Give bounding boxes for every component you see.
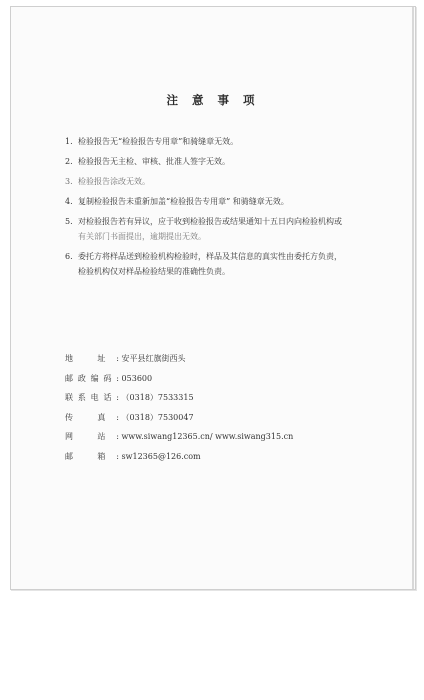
page-title: 注 意 事 项: [166, 93, 260, 107]
website-value: www.siwang12365.cn/ www.siwang315.cn: [121, 432, 294, 441]
notice-text: 复制检验报告未重新加盖“检验报告专用章” 和骑缝章无效。: [78, 197, 289, 206]
website-label: 网 站:: [65, 432, 119, 441]
document-page: [10, 6, 416, 590]
notice-text: 有关部门书面提出，逾期提出无效。: [78, 232, 206, 241]
email-label: 邮 箱:: [65, 451, 119, 461]
notice-item-1: [65, 134, 395, 149]
address-label: 地 址:: [65, 354, 119, 363]
notice-text: 检验机构仅对样品检验结果的准确性负责。: [78, 267, 230, 276]
phone-value: （0318）7533315: [121, 393, 194, 402]
fax-label: 传 真:: [65, 412, 119, 422]
website-row: [65, 429, 293, 444]
postcode-value: 053600: [121, 373, 153, 383]
postcode-label: 邮政编码:: [65, 373, 119, 383]
notice-list: [65, 134, 395, 284]
notice-item-4: [65, 194, 395, 209]
notice-item-2: [65, 154, 395, 169]
notice-text: 对检验报告若有异议，应于收到检验报告或结果通知十五日内向检验机构或: [78, 217, 342, 226]
notice-number: 1.: [65, 137, 73, 146]
notice-text: 检验报告无“检验报告专用章”和骑缝章无效。: [78, 137, 239, 146]
notice-number: 3.: [65, 177, 73, 186]
phone-label: 联系电话:: [65, 393, 119, 402]
notice-number: 4.: [65, 197, 73, 206]
contact-info: [65, 351, 293, 468]
email-row: [65, 449, 293, 464]
address-value: 安平县红旗街西头: [121, 354, 186, 363]
phone-row: [65, 390, 293, 405]
notice-number: 5.: [65, 217, 73, 226]
notice-item-3: [65, 174, 395, 189]
notice-item-6: [65, 249, 395, 279]
notice-item-5: [65, 214, 395, 244]
notice-text: 检验报告无主检、审核、批准人签字无效。: [78, 157, 230, 166]
fax-row: [65, 410, 293, 425]
postcode-row: [65, 371, 293, 386]
email-value: sw12365@126.com: [121, 451, 201, 461]
notice-text: 检验报告涂改无效。: [78, 177, 150, 186]
fax-value: （0318）7530047: [121, 412, 194, 422]
notice-number: 6.: [65, 252, 73, 261]
address-row: [65, 351, 293, 366]
notice-text: 委托方将样品送到检验机构检验时，样品及其信息的真实性由委托方负责，: [78, 252, 342, 261]
notice-number: 2.: [65, 157, 73, 166]
